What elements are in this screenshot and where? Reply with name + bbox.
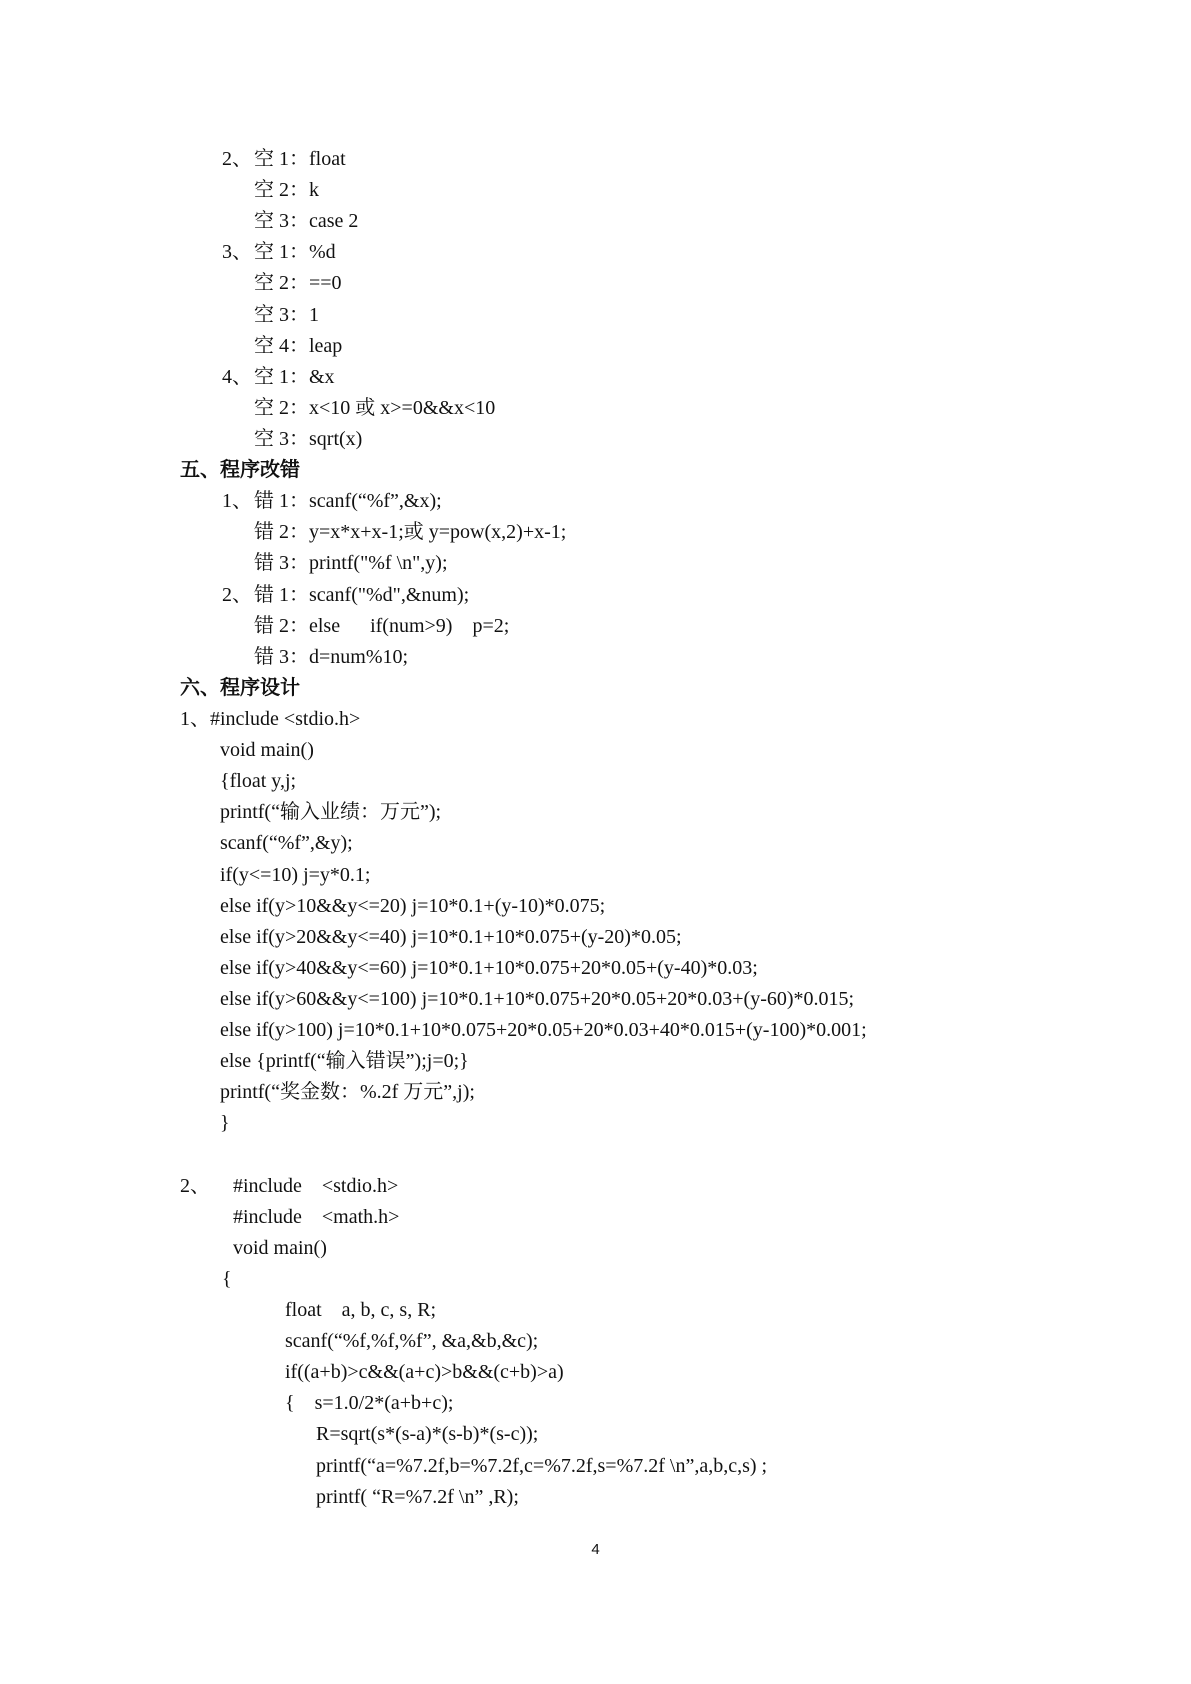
- program-code-line: if(y<=10) j=y*0.1;: [220, 863, 371, 886]
- blank-answer: 空 2：x<10 或 x>=0&&x<10: [254, 396, 496, 419]
- program-number: 2、: [180, 1174, 210, 1197]
- program-code-line: printf( “R=%7.2f \n” ,R);: [316, 1485, 519, 1508]
- program-code-line: float a, b, c, s, R;: [285, 1299, 437, 1322]
- error-answer: 错 2：y=x*x+x-1;或 y=pow(x,2)+x-1;: [254, 521, 567, 544]
- blank-answer: 空 3：sqrt(x): [254, 427, 363, 450]
- answer-content: [0, 144, 1191, 1513]
- code-text: #include <stdio.h>: [233, 1174, 399, 1197]
- program-code-line: {: [222, 1267, 232, 1290]
- item-number: 2、: [222, 148, 252, 170]
- program-code-line: printf(“输入业绩：万元”);: [220, 801, 442, 824]
- page-number: 4: [591, 1541, 600, 1558]
- program-code-line: else if(y>10&&y<=20) j=10*0.1+(y-10)*0.075;: [220, 894, 606, 917]
- program-code-line: R=sqrt(s*(s-a)*(s-b)*(s-c));: [316, 1423, 539, 1446]
- item-number: 2、: [222, 583, 252, 606]
- program-code-line: printf(“奖金数：%.2f 万元”,j);: [220, 1081, 475, 1104]
- program-code-line: {float y,j;: [220, 770, 297, 793]
- program-code-line: else {printf(“输入错误”);j=0;}: [220, 1050, 469, 1073]
- item-number: 3、: [222, 241, 252, 264]
- error-correction-line: [0, 580, 1191, 611]
- program-code-line: [0, 704, 1191, 735]
- program-code-line: else if(y>20&&y<=40) j=10*0.1+10*0.075+(y-20)*0.05;: [220, 925, 682, 948]
- error-answer: 错 2：else if(num>9) p=2;: [254, 614, 510, 637]
- blank-spacer: [0, 1140, 1191, 1171]
- section-heading-program-design: 六、程序设计: [180, 676, 300, 699]
- program-code-line: #include <math.h>: [233, 1205, 400, 1228]
- blank-answer: 空 3：case 2: [254, 210, 359, 233]
- program-code-line: else if(y>60&&y<=100) j=10*0.1+10*0.075+20*0.05+20*0.03+(y-60)*0.015;: [220, 987, 855, 1010]
- program-code-line: void main(): [220, 739, 314, 762]
- program-code-line: }: [220, 1112, 230, 1135]
- blank-answer: 空 2：k: [254, 179, 319, 202]
- code-text: #include <stdio.h>: [210, 707, 361, 730]
- fill-blank-line: [0, 144, 1191, 175]
- fill-blank-line: [0, 237, 1191, 268]
- program-code-line: scanf(“%f”,&y);: [220, 832, 353, 855]
- program-code-line: void main(): [233, 1236, 327, 1259]
- error-answer: 错 1：scanf("%d",&num);: [254, 583, 470, 606]
- program-code-line: printf(“a=%7.2f,b=%7.2f,c=%7.2f,s=%7.2f \n”,a,b,c,s) ;: [316, 1454, 768, 1477]
- error-answer: 错 3：printf("%f \n",y);: [254, 552, 448, 575]
- item-number: 4、: [222, 365, 252, 388]
- program-code-line: if((a+b)>c&&(a+c)>b&&(c+b)>a): [285, 1361, 564, 1384]
- fill-blank-line: [0, 362, 1191, 393]
- program-code-line: { s=1.0/2*(a+b+c);: [285, 1392, 454, 1415]
- program-number: 1、: [180, 707, 210, 730]
- item-number: 1、: [222, 490, 252, 513]
- blank-answer: 空 1：%d: [254, 241, 336, 264]
- error-answer: 错 3：d=num%10;: [254, 645, 409, 668]
- blank-answer: 空 1：float: [254, 148, 346, 170]
- error-correction-line: [0, 486, 1191, 517]
- program-code-line: else if(y>40&&y<=60) j=10*0.1+10*0.075+20*0.05+(y-40)*0.03;: [220, 956, 758, 979]
- section-heading-error-correction: 五、程序改错: [180, 459, 300, 482]
- blank-answer: 空 4：leap: [254, 334, 343, 357]
- program-code-line: [0, 1171, 1191, 1202]
- blank-answer: 空 2：==0: [254, 272, 342, 295]
- program-code-line: else if(y>100) j=10*0.1+10*0.075+20*0.05+20*0.03+40*0.015+(y-100)*0.001;: [220, 1019, 867, 1042]
- program-code-line: scanf(“%f,%f,%f”, &a,&b,&c);: [285, 1330, 539, 1353]
- blank-answer: 空 3：1: [254, 303, 319, 326]
- error-answer: 错 1：scanf(“%f”,&x);: [254, 490, 442, 513]
- blank-answer: 空 1：&x: [254, 365, 335, 388]
